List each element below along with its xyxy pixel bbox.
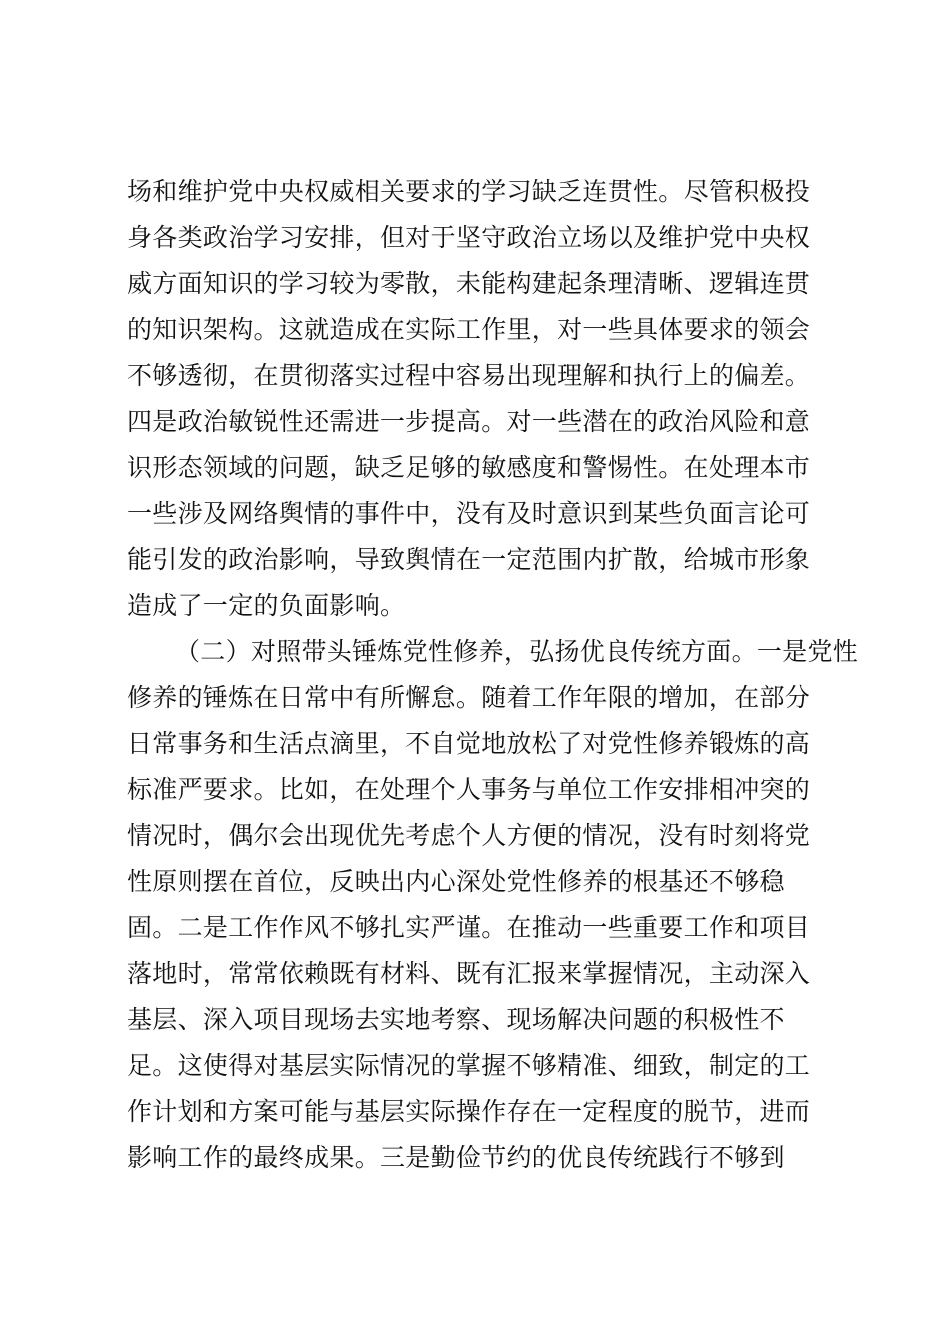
- text-line: 识形态领域的问题，缺乏足够的敏感度和警惕性。在处理本市: [127, 453, 811, 482]
- text-line: 四是政治敏锐性还需进一步提高。对一些潜在的政治风险和意: [127, 407, 811, 436]
- text-line: 修养的锤炼在日常中有所懈怠。随着工作年限的增加，在部分: [127, 683, 811, 712]
- paragraph-start-line: （二）对照带头锤炼党性修养，弘扬优良传统方面。一是党性: [175, 637, 859, 666]
- text-line: 作计划和方案可能与基层实际操作存在一定程度的脱节，进而: [127, 1097, 811, 1126]
- text-line: 一些涉及网络舆情的事件中，没有及时意识到某些负面言论可: [127, 499, 811, 528]
- text-line: 身各类政治学习安排，但对于坚守政治立场以及维护党中央权: [127, 223, 811, 252]
- text-line: 情况时，偶尔会出现优先考虑个人方便的情况，没有时刻将党: [127, 821, 811, 850]
- text-line: 落地时，常常依赖既有材料、既有汇报来掌握情况，主动深入: [127, 959, 811, 988]
- text-line: 标准严要求。比如，在处理个人事务与单位工作安排相冲突的: [127, 775, 811, 804]
- text-line: 性原则摆在首位，反映出内心深处党性修养的根基还不够稳: [127, 867, 785, 896]
- text-line: 能引发的政治影响，导致舆情在一定范围内扩散，给城市形象: [127, 545, 811, 574]
- text-line: 不够透彻，在贯彻落实过程中容易出现理解和执行上的偏差。: [127, 361, 811, 390]
- text-line: 影响工作的最终成果。三是勤俭节约的优良传统践行不够到: [127, 1143, 785, 1172]
- text-line: 基层、深入项目现场去实地考察、现场解决问题的积极性不: [127, 1005, 785, 1034]
- text-line: 场和维护党中央权威相关要求的学习缺乏连贯性。尽管积极投: [127, 177, 811, 206]
- text-line: 足。这使得对基层实际情况的掌握不够精准、细致，制定的工: [127, 1051, 811, 1080]
- text-line: 固。二是工作作风不够扎实严谨。在推动一些重要工作和项目: [127, 913, 811, 942]
- text-line: 威方面知识的学习较为零散，未能构建起条理清晰、逻辑连贯: [127, 269, 811, 298]
- text-line: 日常事务和生活点滴里，不自觉地放松了对党性修养锻炼的高: [127, 729, 811, 758]
- text-line: 的知识架构。这就造成在实际工作里，对一些具体要求的领会: [127, 315, 811, 344]
- text-line: 造成了一定的负面影响。: [127, 591, 406, 620]
